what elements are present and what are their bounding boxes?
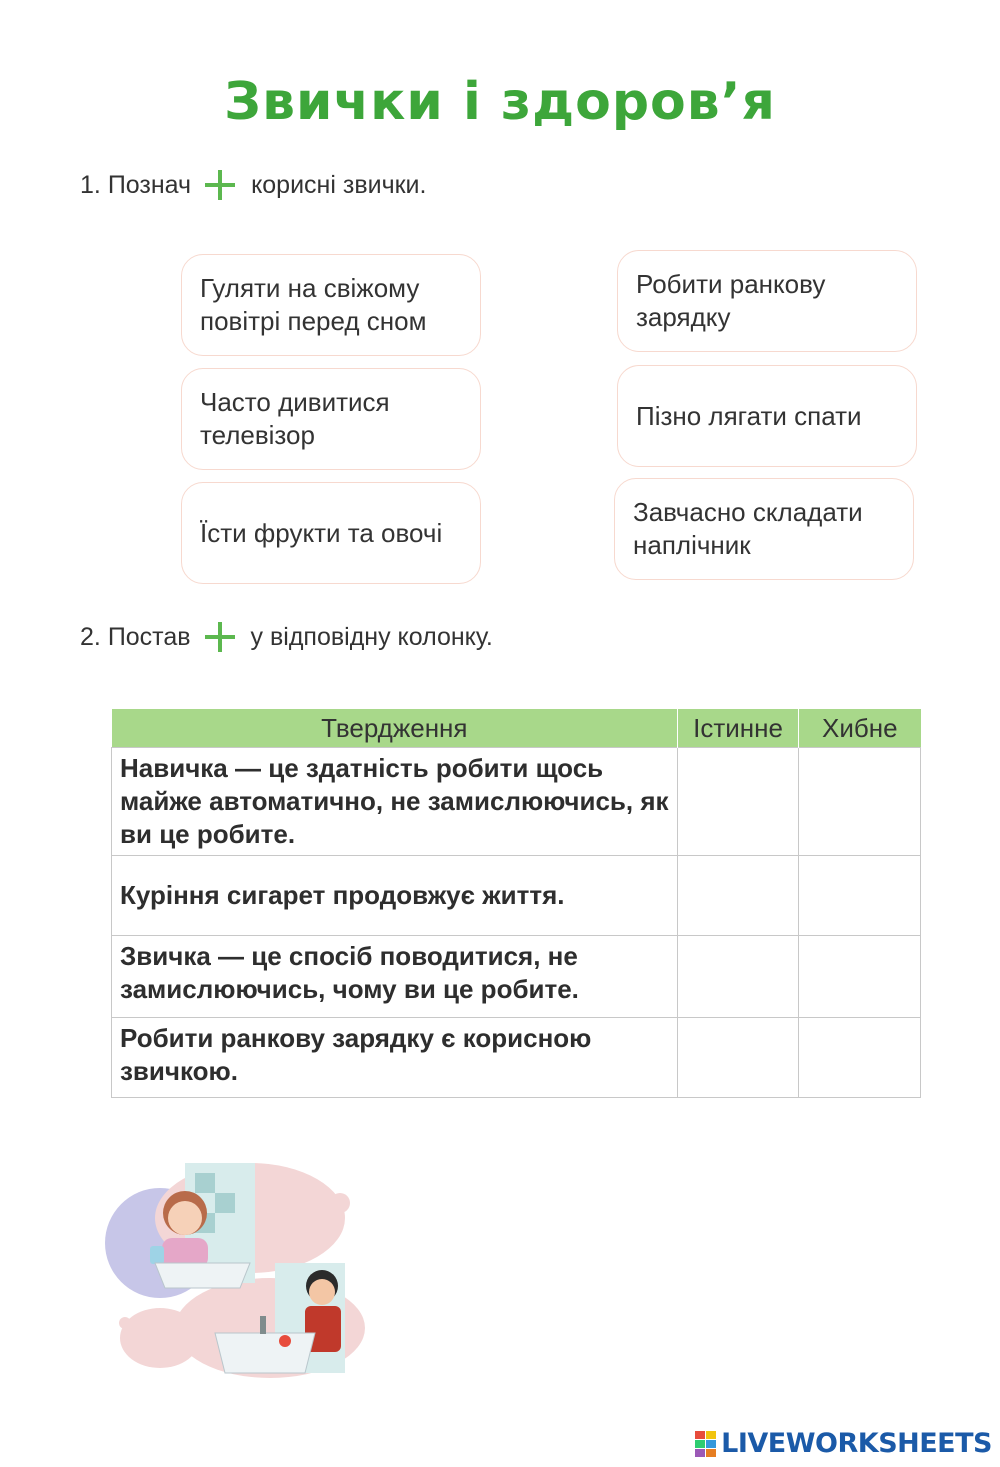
statement-text: Куріння сигарет продовжує життя. [112, 856, 678, 936]
task2-instruction [80, 622, 493, 652]
true-cell[interactable] [678, 856, 799, 936]
true-cell[interactable] [678, 748, 799, 856]
table-header-row [112, 709, 921, 748]
kids-hygiene-illustration [100, 1158, 380, 1388]
false-cell[interactable] [799, 856, 921, 936]
table-row [112, 936, 921, 1018]
habit-card-label: Часто дивитися телевізор [200, 387, 390, 450]
liveworksheets-logo-icon [695, 1431, 717, 1457]
habit-card[interactable] [181, 368, 481, 470]
plus-icon [205, 622, 235, 652]
task1-text-after: корисні звички. [251, 170, 427, 199]
task1-number: 1. [80, 170, 101, 199]
habit-card-label: Робити ранкову зарядку [636, 269, 826, 332]
task2-text-before: Постав [107, 622, 191, 651]
statement-text: Робити ранкову зарядку є корисною звичкою. [112, 1018, 678, 1098]
header-statement: Твердження [112, 709, 678, 748]
habit-card-label: Пізно лягати спати [636, 400, 862, 431]
habit-card[interactable] [617, 365, 917, 467]
table-row [112, 1018, 921, 1098]
habit-card-label: Завчасно складати наплічник [633, 497, 863, 560]
task2-number: 2. [80, 622, 101, 651]
false-cell[interactable] [799, 936, 921, 1018]
table-row [112, 748, 921, 856]
brand-name: LIVEWORKSHEETS [721, 1428, 992, 1459]
statement-text: Навичка — це здатність робити щось майже автоматично, не замислюючись, як ви це робите. [112, 748, 678, 856]
page-title: Звички і здоров’я [224, 72, 776, 132]
table-row [112, 856, 921, 936]
true-cell[interactable] [678, 936, 799, 1018]
task1-text-before: Познач [107, 170, 192, 199]
false-cell[interactable] [799, 748, 921, 856]
task1-instruction [80, 170, 426, 200]
habit-card-label: Гуляти на свіжому повітрі перед сном [200, 273, 427, 336]
brand-logo[interactable] [695, 1428, 992, 1459]
habit-card-label: Їсти фрукти та овочі [200, 517, 443, 548]
true-cell[interactable] [678, 1018, 799, 1098]
task2-text-after: у відповідну колонку. [250, 622, 493, 651]
header-false: Хибне [799, 709, 921, 748]
habit-card[interactable] [181, 254, 481, 356]
statements-table [111, 709, 921, 1098]
habit-card[interactable] [614, 478, 914, 580]
plus-icon [205, 170, 235, 200]
false-cell[interactable] [799, 1018, 921, 1098]
habit-card[interactable] [617, 250, 917, 352]
habit-card[interactable] [181, 482, 481, 584]
header-true: Істинне [678, 709, 799, 748]
statement-text: Звичка — це спосіб поводитися, не замислюючись, чому ви це робите. [112, 936, 678, 1018]
